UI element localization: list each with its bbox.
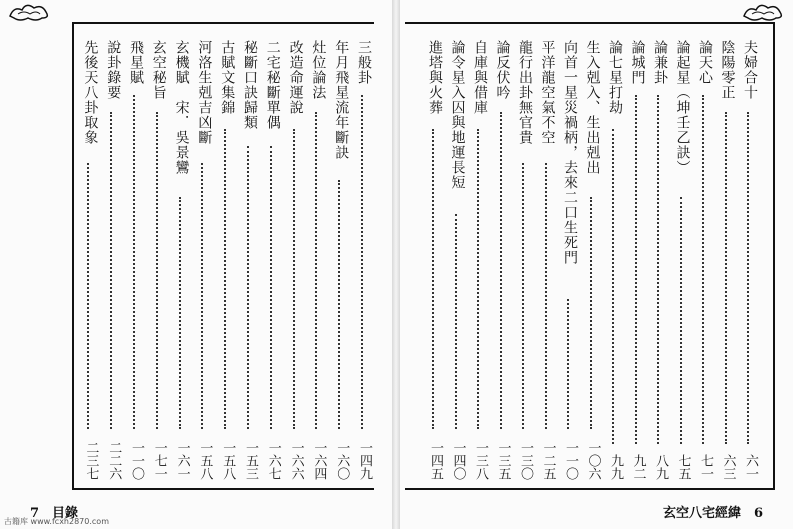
- toc-entry-title: 年月飛星流年斷訣: [333, 40, 350, 160]
- toc-entry-page: 六一: [743, 454, 758, 480]
- toc-entry-page: 二三七: [83, 441, 99, 480]
- leader-dots: [247, 146, 249, 429]
- toc-entry-page: 一五八: [197, 441, 213, 480]
- toc-entry-page: 八九: [653, 454, 668, 480]
- right-page-footer: 玄空八宅經緯 6: [662, 506, 763, 521]
- toc-entry-title: 三般卦: [356, 40, 372, 85]
- toc-entry-title: 改造命運說: [287, 40, 304, 115]
- cloud-ornament-icon: [742, 2, 784, 22]
- toc-entry-title: 灶位論法: [310, 40, 327, 100]
- left-page-footer: 7 目錄: [30, 506, 79, 521]
- toc-entry: [78, 40, 98, 480]
- toc-entry-page: 一六七: [265, 441, 281, 480]
- toc-entry: [284, 40, 304, 480]
- watermark-text: 古籍库 www.fcxh2870.com: [4, 517, 109, 526]
- toc-entry: [693, 40, 713, 480]
- toc-entry: [536, 40, 556, 480]
- toc-entry-page: 七一: [698, 454, 713, 480]
- toc-entry-page: 一四五: [428, 441, 443, 480]
- toc-entry: [261, 40, 281, 480]
- toc-entry-title: 進塔與火葬: [427, 40, 443, 115]
- toc-entry-page: 一四九: [357, 441, 372, 480]
- toc-entry: [716, 40, 736, 480]
- toc-entry-title: 向首一星災禍柄，去來二口生死門: [562, 40, 578, 265]
- toc-entry: [147, 40, 167, 480]
- leader-dots: [179, 197, 181, 429]
- toc-entry-title: 先後天八卦取象: [82, 40, 99, 145]
- toc-entry-page: 一三八: [473, 441, 488, 480]
- leader-dots: [338, 180, 340, 429]
- toc-entry-title: 論七星打劫: [607, 40, 623, 115]
- toc-entry: [124, 40, 144, 480]
- toc-entry-page: 六三: [720, 454, 736, 480]
- toc-entry: [101, 40, 121, 480]
- leader-dots: [725, 112, 727, 444]
- leader-dots: [702, 95, 704, 444]
- toc-entry-page: 一七一: [151, 441, 167, 480]
- toc-entry-page: 一六〇: [334, 441, 350, 480]
- leader-dots: [612, 129, 614, 444]
- toc-entry: [329, 40, 349, 480]
- toc-entry: [581, 40, 601, 480]
- toc-entry-page: 一六一: [174, 441, 190, 480]
- leader-dots: [361, 95, 363, 429]
- toc-entry: [192, 40, 212, 480]
- toc-entry-title: 秘斷口訣歸類: [242, 40, 258, 130]
- toc-entry: [170, 40, 190, 480]
- leader-dots: [87, 163, 89, 429]
- leader-dots: [293, 129, 295, 429]
- leader-dots: [680, 197, 682, 444]
- toc-entry: [491, 40, 511, 480]
- leader-dots: [545, 163, 547, 429]
- toc-entry-page: 一五八: [220, 441, 236, 480]
- leader-dots: [477, 129, 479, 429]
- toc-entry-title: 河洛生剋吉凶斷: [196, 40, 213, 145]
- toc-entry: [215, 40, 235, 480]
- toc-entry: [468, 40, 488, 480]
- toc-entry: [671, 40, 691, 480]
- toc-entry: [513, 40, 533, 480]
- toc-entry-page: 九九: [608, 454, 623, 480]
- toc-entry-page: 一一〇: [129, 441, 144, 480]
- toc-entry-title: 平洋龍空氣不空: [539, 40, 556, 145]
- leader-dots: [133, 95, 135, 429]
- leader-dots: [522, 163, 524, 429]
- leader-dots: [657, 95, 659, 444]
- leader-dots: [455, 214, 457, 429]
- leader-dots: [567, 299, 569, 429]
- leader-dots: [315, 112, 317, 429]
- toc-entry: [626, 40, 646, 480]
- toc-entry-page: 一一〇: [563, 441, 578, 480]
- toc-entry-title: 自庫與借庫: [472, 40, 488, 115]
- toc-entry-title: 玄空秘旨: [150, 40, 167, 100]
- toc-entry-title: 論令星入囚與地運長短: [449, 40, 466, 190]
- book-spine: [392, 0, 400, 529]
- toc-entry: [352, 40, 372, 480]
- leader-dots: [224, 129, 226, 429]
- toc-entry-page: 七五: [675, 454, 691, 480]
- leader-dots: [747, 112, 749, 444]
- toc-entry-title: 飛星賦: [128, 40, 144, 85]
- toc-entry-page: 一〇六: [585, 441, 601, 480]
- toc-entry: [238, 40, 258, 480]
- toc-entry: [423, 40, 443, 480]
- toc-entry-title: 夫婦合十: [742, 40, 758, 100]
- leader-dots: [156, 112, 158, 429]
- toc-entry-title: 說卦錄要: [105, 40, 122, 100]
- toc-entry-page: 一三〇: [518, 441, 533, 480]
- cloud-ornament-icon: [8, 2, 50, 22]
- leader-dots: [635, 95, 637, 444]
- toc-entry-page: 一五三: [243, 441, 258, 480]
- toc-entry-title: 論城門: [629, 40, 646, 85]
- leader-dots: [590, 197, 592, 429]
- leader-dots: [270, 146, 272, 429]
- toc-entry-title: 論起星（坤壬乙訣）: [674, 40, 691, 175]
- toc-entry-page: 一六六: [288, 441, 304, 480]
- toc-entry: [603, 40, 623, 480]
- toc-entry: [558, 40, 578, 480]
- leader-dots: [432, 129, 434, 429]
- leader-dots: [500, 112, 502, 429]
- toc-entry-page: 一二五: [540, 441, 556, 480]
- toc-entry: [446, 40, 466, 480]
- toc-entry-page: 一四〇: [450, 441, 466, 480]
- toc-entry-title: 生入剋入、生出剋出: [584, 40, 601, 175]
- toc-entry: [738, 40, 758, 480]
- toc-entry-title: 龍行出卦無官貴: [517, 40, 533, 145]
- toc-entry-title: 陰陽零正: [719, 40, 736, 100]
- toc-entry-title: 論兼卦: [652, 40, 668, 85]
- toc-entry-page: 二二六: [106, 441, 122, 480]
- toc-entry-title: 論反伏吟: [494, 40, 511, 100]
- toc-entry-title: 古賦文集錦: [219, 40, 236, 115]
- leader-dots: [201, 163, 203, 429]
- toc-entry-page: 九二: [630, 454, 646, 480]
- toc-entry-title: 玄機賦 宋．吳景鸞: [173, 40, 190, 175]
- leader-dots: [110, 112, 112, 429]
- toc-entry-page: 一三五: [495, 441, 511, 480]
- toc-entry-page: 一六四: [311, 441, 327, 480]
- toc-entry-title: 論天心: [697, 40, 713, 85]
- toc-entry-title: 二宅秘斷單偶: [264, 40, 281, 130]
- toc-entry: [306, 40, 326, 480]
- toc-entry: [648, 40, 668, 480]
